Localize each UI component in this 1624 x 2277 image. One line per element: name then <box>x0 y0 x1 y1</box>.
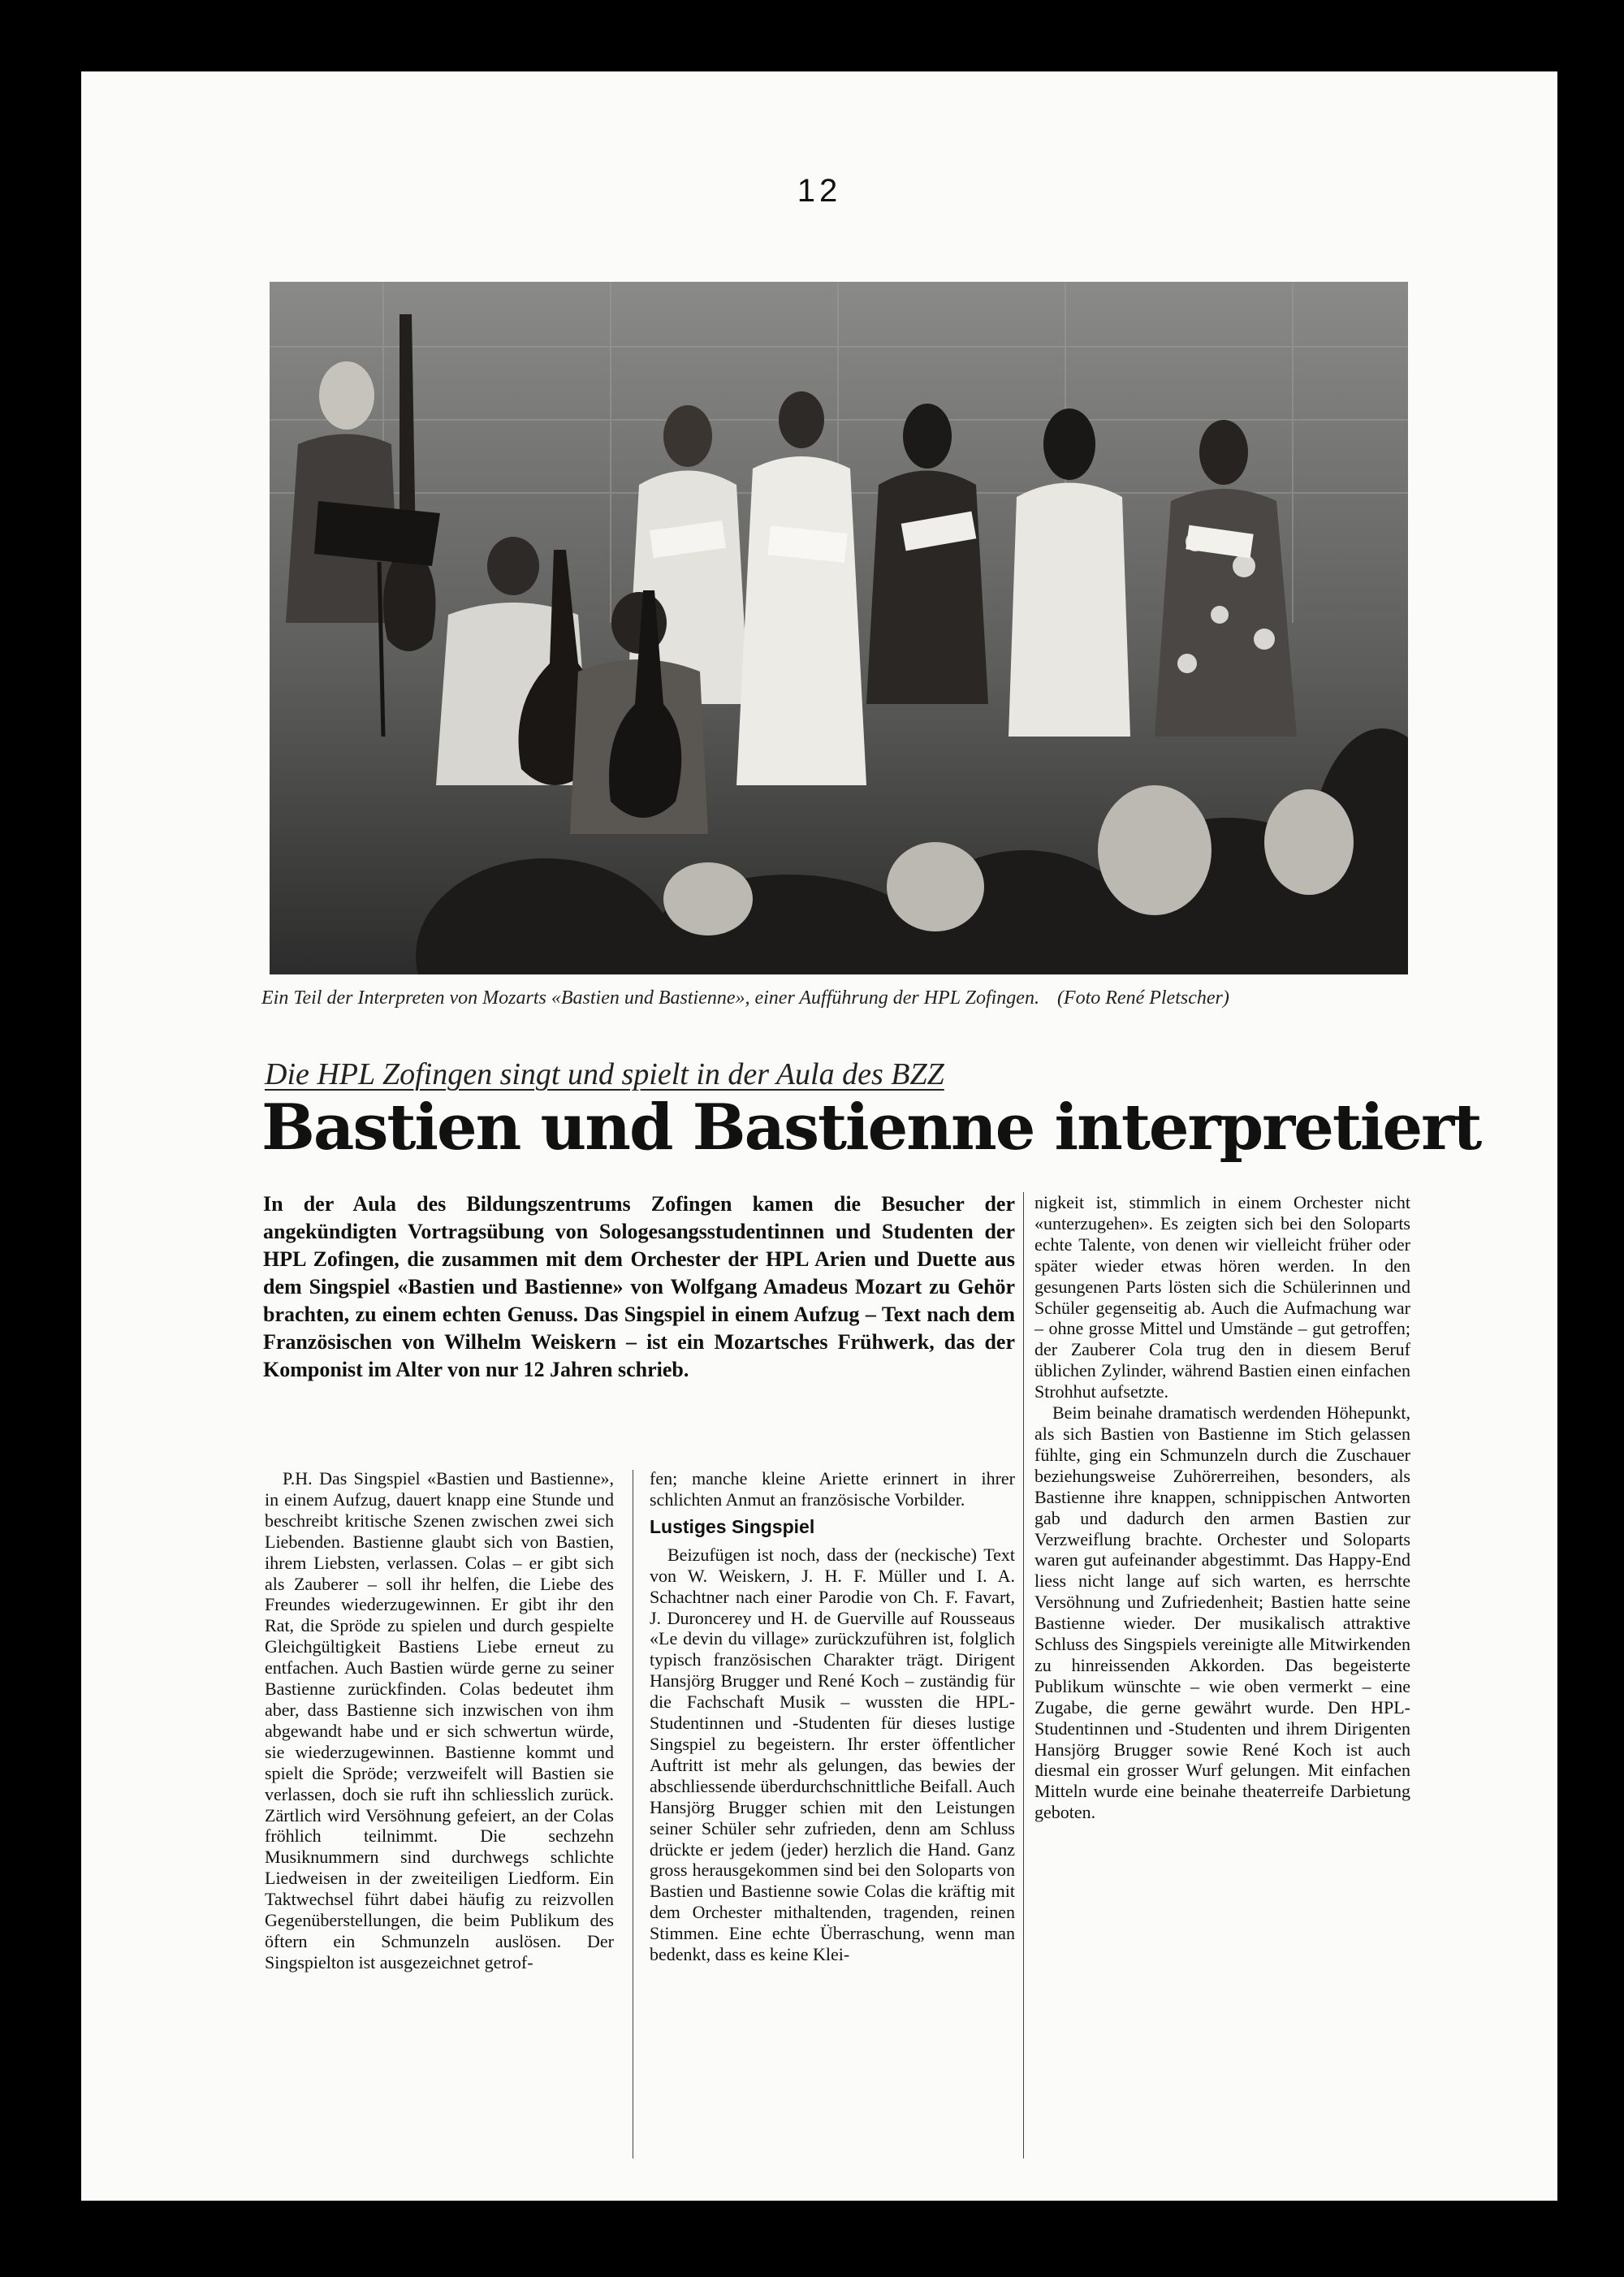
caption-text: Ein Teil der Interpreten von Mozarts «Bastien und Bastienne», einer Aufführung der HPL Zofingen. <box>261 987 1039 1009</box>
column-2-continuation: fen; manche kleine Ariette erinnert in ihrer schlichten Anmut an französische Vorbilder. <box>650 1468 1015 1510</box>
lead-paragraph: In der Aula des Bildungszentrums Zofingen kamen die Besucher der angekündigten Vortragsübung von Sologesangsstudentinnen und Studenten der HPL Zofingen, die zusammen mit dem Orchester der HPL Arien und Duette aus dem Singspiel «Bastien und Bastienne» von Wolfgang Amadeus Mozart zu Gehör brachten, zu einem echten Genuss. Das Singspiel in einem Aufzug – Text nach dem Französischen von Wilhelm Weiskern – ist ein Mozartsches Frühwerk, das der Komponist im Alter von nur 12 Jahren schrieb. <box>263 1192 1015 1381</box>
page-number: 12 <box>797 173 842 209</box>
photo-credit: (Foto René Pletscher) <box>1056 987 1229 1009</box>
column-3-paragraph: Beim beinahe dramatisch werdenden Höhepunkt, als sich Bastien von Bastienne im Stich gelassen fühlte, ging ein Schmunzeln durch die Zuschauer beziehungsweise Zuhörerreihen, besonders, als Bastienne ihre knappen, schnippischen Antworten gab und dadurch den armen Bastien zur Verzweiflung brachte. Orchester und Soloparts waren gut aufeinander abgestimmt. Das Happy-End liess nicht lange auf sich warten, es herrschte Versöhnung und Zufriedenheit; Bastien hatte seine Bastienne wieder. Der musikalisch attraktive Schluss des Singspiels vereinigte alle Mitwirkenden zu hinreissenden Akkorden. Das begeisterte Publikum wünschte – wie oben vermerkt – eine Zugabe, die gerne gewährt wurde. Den HPL-Studentinnen und -Studenten und ihrem Dirigenten Hansjörg Brugger sowie René Koch ist auch diesmal ein grosser Wurf gelungen. Mit einfachen Mitteln wurde eine beinahe theaterreife Darbietung geboten. <box>1034 1402 1410 1823</box>
subheading: Lustiges Singspiel <box>650 1515 815 1537</box>
column-divider <box>1023 1192 1024 2158</box>
article-column-2 <box>650 1468 1015 1965</box>
column-1-paragraph: P.H. Das Singspiel «Bastien und Bastienne», in einem Aufzug, dauert knapp eine Stunde und beschreibt kritische Szenen zwischen zwei sich Liebenden. Bastienne glaubt sich von Bastien, ihrem Liebsten, verlassen. Colas – er gibt sich als Zauberer – soll ihr helfen, die Liebe des Freundes wiederzugewinnen. Er gibt ihr den Rat, die Spröde zu spielen und durch gespielte Gleichgültigkeit Bastiens Liebe erneut zu entfachen. Auch Bastien würde gerne zu seiner Bastienne zurückfinden. Colas bedeutet ihm aber, dass Bastienne sich inzwischen von ihm abgewandt habe und er sich schwertun würde, sie wiederzugewinnen. Bastienne kommt und spielt die Spröde; verzweifelt will Bastien sie verlassen, doch sie ruft ihn schliesslich zurück. Zärtlich wird Versöhnung gefeiert, an der Colas fröhlich teilnimmt. Die sechzehn Musiknummern sind durchwegs schlichte Liedweisen in der zweiteiligen Liedform. Ein Taktwechsel führt dabei häufig zu reizvollen Gegenüberstellungen, die beim Publikum des öftern ein Schmunzeln auslösen. Der Singspielton ist ausgezeichnet getrof- <box>265 1468 614 1972</box>
article-column-1 <box>265 1468 614 1973</box>
column-3-continuation: nigkeit ist, stimmlich in einem Orchester nicht «unterzugehen». Es zeigten sich bei den Soloparts echte Talente, von denen wir vielleicht früher oder später wieder etwas hören werden. In den gesungenen Parts lösten sich die Schülerinnen und Schüler gegenseitig ab. Auch die Aufmachung war – ohne grosse Mittel und Umstände – gut getroffen; der Zauberer Cola trug den in diesem Beruf üblichen Zylinder, während Bastien einen einfachen Strohhut aufsetzte. <box>1034 1192 1410 1402</box>
kicker-line: Die HPL Zofingen singt und spielt in der Aula des BZZ <box>265 1057 944 1091</box>
article-column-3 <box>1034 1192 1410 1823</box>
column-2-paragraph: Beizufügen ist noch, dass der (neckische) Text von W. Weiskern, J. H. F. Müller und I. A. Schachtner nach einer Parodie von Ch. F. Favart, J. Duroncerey und H. de Guerville auf Rousseaus «Le devin du village» zurückzuführen ist, folglich typisch französischen Charakter trägt. Dirigent Hansjörg Brugger und René Koch – zuständig für die Fachschaft Musik – wussten die HPL-Studentinnen und -Studenten für dieses lustige Singspiel zu begeistern. Ihr erster öffentlicher Auftritt ist mehr als gelungen, das bewies der abschliessende überdurchschnittliche Beifall. Auch Hansjörg Brugger schien mit den Leistungen seiner Schüler sehr zufrieden, denn am Schluss drückte er jedem (jeder) herzlich die Hand. Ganz gross herausgekommen sind bei den Soloparts von Bastien und Bastienne sowie Colas die kräftig mit dem Orchester mithaltenden, tragenden, reinen Stimmen. Eine echte Überraschung, wenn man bedenkt, dass es keine Klei- <box>650 1544 1015 1965</box>
concert-photo <box>270 282 1408 974</box>
headline: Bastien und Bastienne interpretiert <box>261 1091 1481 1164</box>
newspaper-page <box>81 71 1557 2201</box>
concert-photo-icon <box>270 282 1408 974</box>
photo-caption <box>261 987 1415 1009</box>
